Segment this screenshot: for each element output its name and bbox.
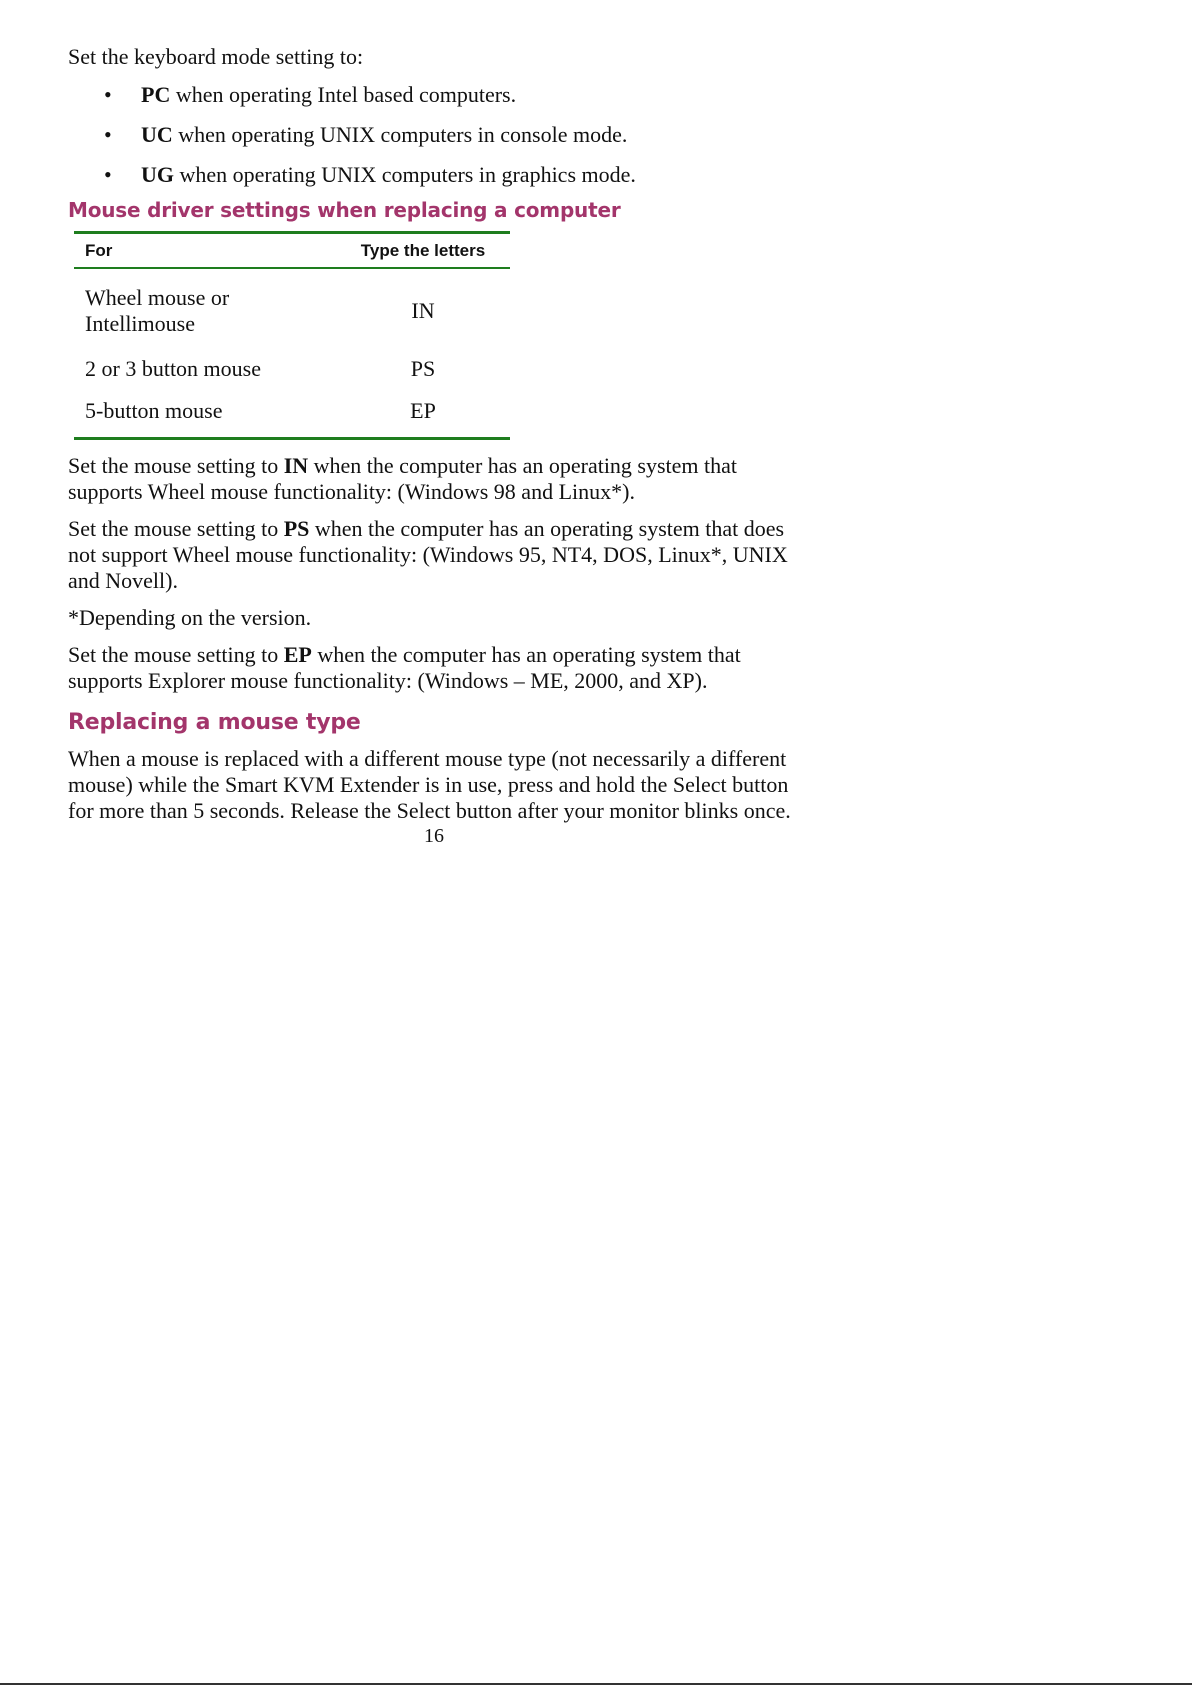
column-header-for: For: [74, 233, 336, 269]
list-item: [68, 82, 800, 108]
paragraph-ep-setting: [68, 642, 800, 694]
letters-cell: EP: [410, 398, 436, 423]
list-item: [68, 162, 800, 188]
mouse-settings-table: [74, 231, 510, 440]
paragraph-in-setting: [68, 453, 800, 505]
text-run: Set the mouse setting to: [68, 453, 284, 478]
bullet-icon: •: [104, 82, 112, 107]
mode-description: when operating Intel based computers.: [170, 82, 517, 107]
mode-code: UC: [141, 122, 173, 147]
table-header-row: [74, 233, 510, 269]
bullet-icon: •: [104, 122, 112, 147]
text-run: Set the mouse setting to: [68, 516, 284, 541]
mode-description: when operating UNIX computers in console mode.: [172, 122, 628, 147]
setting-code: PS: [283, 516, 310, 541]
mode-code: UG: [141, 162, 174, 187]
page-number: 16: [424, 825, 444, 847]
setting-code: IN: [283, 453, 309, 478]
table-row: [74, 350, 510, 388]
mode-description: when operating UNIX computers in graphics mode.: [174, 162, 636, 187]
mode-code: PC: [141, 82, 171, 107]
letters-cell: IN: [411, 298, 435, 323]
keyboard-mode-list: [68, 82, 800, 188]
setting-code: EP: [283, 642, 312, 667]
text-run: when the computer has an operating system that does not support Wheel mouse functionality: (Windows 95, NT4, DOS, Linux*, UNIX and Novell).: [68, 516, 788, 593]
keyboard-mode-intro: Set the keyboard mode setting to:: [68, 44, 364, 69]
text-run: Set the mouse setting to: [68, 642, 284, 667]
text-run: when the computer has an operating system that supports Wheel mouse functionality: (Windows 98 and Linux*).: [68, 453, 738, 504]
replacing-mouse-body: When a mouse is replaced with a different mouse type (not necessarily a different mouse) while the Smart KVM Extender is in use, press and hold the Select button for more than 5 seconds. Release the Select button after your monitor blinks once.: [68, 746, 791, 823]
bullet-icon: •: [104, 162, 112, 187]
replacing-mouse-heading: Replacing a mouse type: [68, 710, 361, 735]
paragraph-ps-setting: [68, 516, 800, 594]
text-run: when the computer has an operating system that supports Explorer mouse functionality: (Windows – ME, 2000, and XP).: [68, 642, 741, 693]
table-row: [74, 388, 510, 439]
mouse-driver-heading: Mouse driver settings when replacing a computer: [68, 198, 621, 222]
page-content: [68, 44, 800, 835]
table-row: [74, 268, 510, 350]
column-header-letters: Type the letters: [336, 233, 510, 269]
mouse-type-cell: 2 or 3 button mouse: [85, 356, 261, 381]
mouse-type-cell: Wheel mouse or Intellimouse: [85, 285, 230, 336]
footnote: *Depending on the version.: [68, 605, 312, 630]
mouse-type-cell: 5-button mouse: [85, 398, 223, 423]
letters-cell: PS: [410, 356, 436, 381]
list-item: [68, 122, 800, 148]
